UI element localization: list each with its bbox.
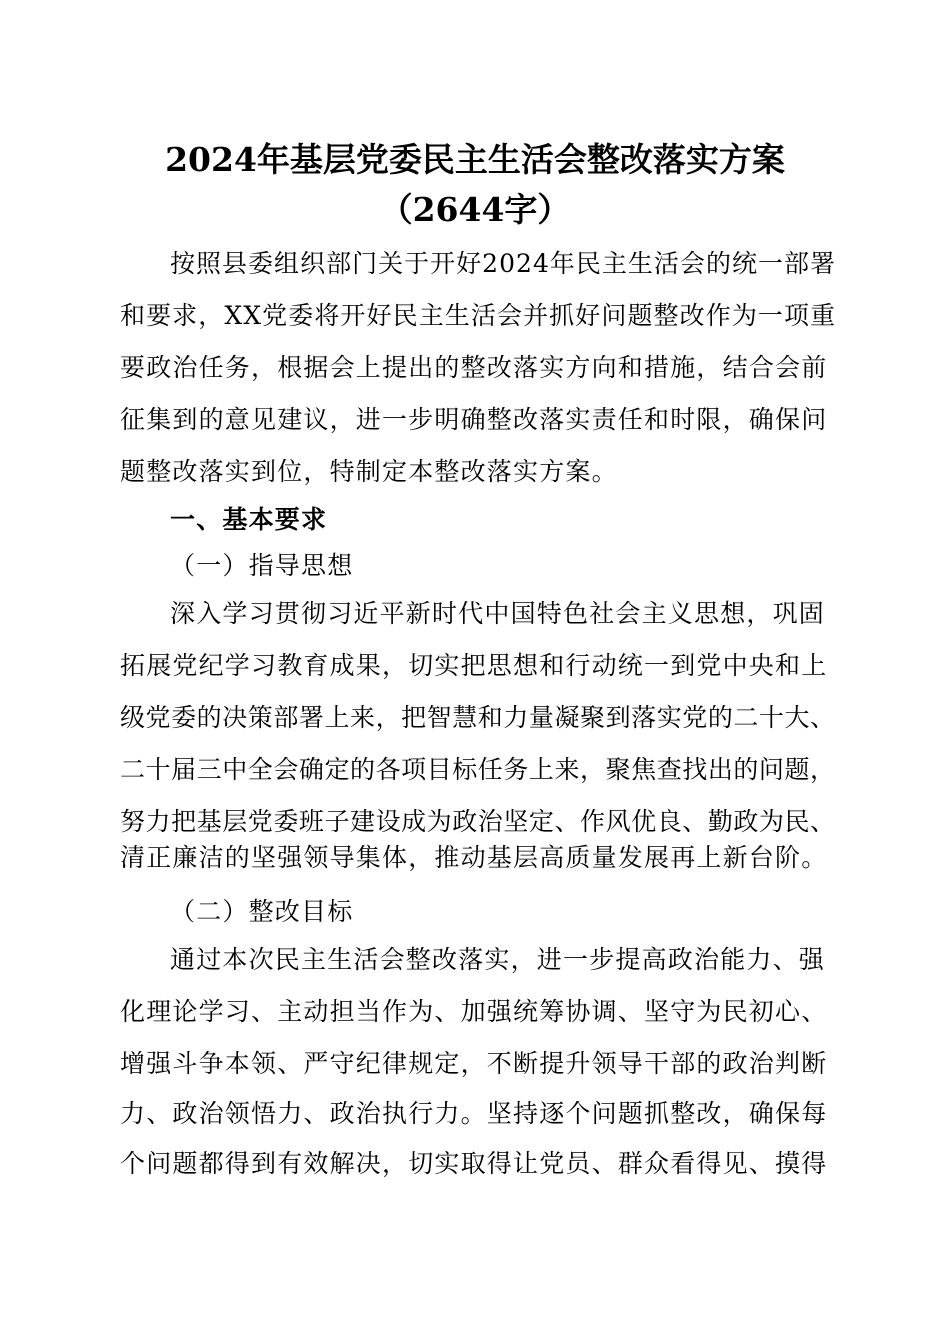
subsection-heading: （一）指导思想 [170, 551, 354, 580]
subsection-heading: （二）整改目标 [170, 897, 354, 926]
document-word-count: （2644字） [379, 190, 571, 229]
paragraph-line: 增强斗争本领、严守纪律规定，不断提升领导干部的政治判断 [120, 1049, 828, 1078]
paragraph-line: 要政治任务，根据会上提出的整改落实方向和措施，结合会前 [120, 353, 828, 382]
paragraph-line: 和要求，XX党委将开好民主生活会并抓好问题整改作为一项重 [120, 301, 837, 330]
paragraph-line: 通过本次民主生活会整改落实，进一步提高政治能力、强 [170, 945, 826, 974]
paragraph-line: 个问题都得到有效解决，切实取得让党员、群众看得见、摸得 [120, 1149, 828, 1178]
paragraph-line: 级党委的决策部署上来，把智慧和力量凝聚到落实党的二十大、 [120, 703, 836, 732]
paragraph-line: 深入学习贯彻习近平新时代中国特色社会主义思想，巩固 [170, 599, 826, 628]
document-title: 2024年基层党委民主生活会整改落实方案 [165, 140, 785, 179]
section-heading: 一、基本要求 [170, 505, 328, 534]
paragraph-line: 化理论学习、主动担当作为、加强统筹协调、坚守为民初心、 [120, 997, 828, 1026]
paragraph-line: 力、政治领悟力、政治执行力。坚持逐个问题抓整改，确保每 [120, 1099, 828, 1128]
paragraph-line: 征集到的意见建议，进一步明确整改落实责任和时限，确保问 [120, 405, 828, 434]
paragraph-line: 拓展党纪学习教育成果，切实把思想和行动统一到党中央和上 [120, 651, 828, 680]
paragraph-line: 清正廉洁的坚强领导集体，推动基层高质量发展再上新台阶。 [120, 843, 828, 872]
paragraph-line: 按照县委组织部门关于开好2024年民主生活会的统一部署 [170, 249, 837, 278]
paragraph-line: 题整改落实到位，特制定本整改落实方案。 [120, 457, 618, 486]
paragraph-line: 二十届三中全会确定的各项目标任务上来，聚焦查找出的问题， [120, 755, 836, 784]
paragraph-line: 努力把基层党委班子建设成为政治坚定、作风优良、勤政为民、 [120, 807, 836, 836]
